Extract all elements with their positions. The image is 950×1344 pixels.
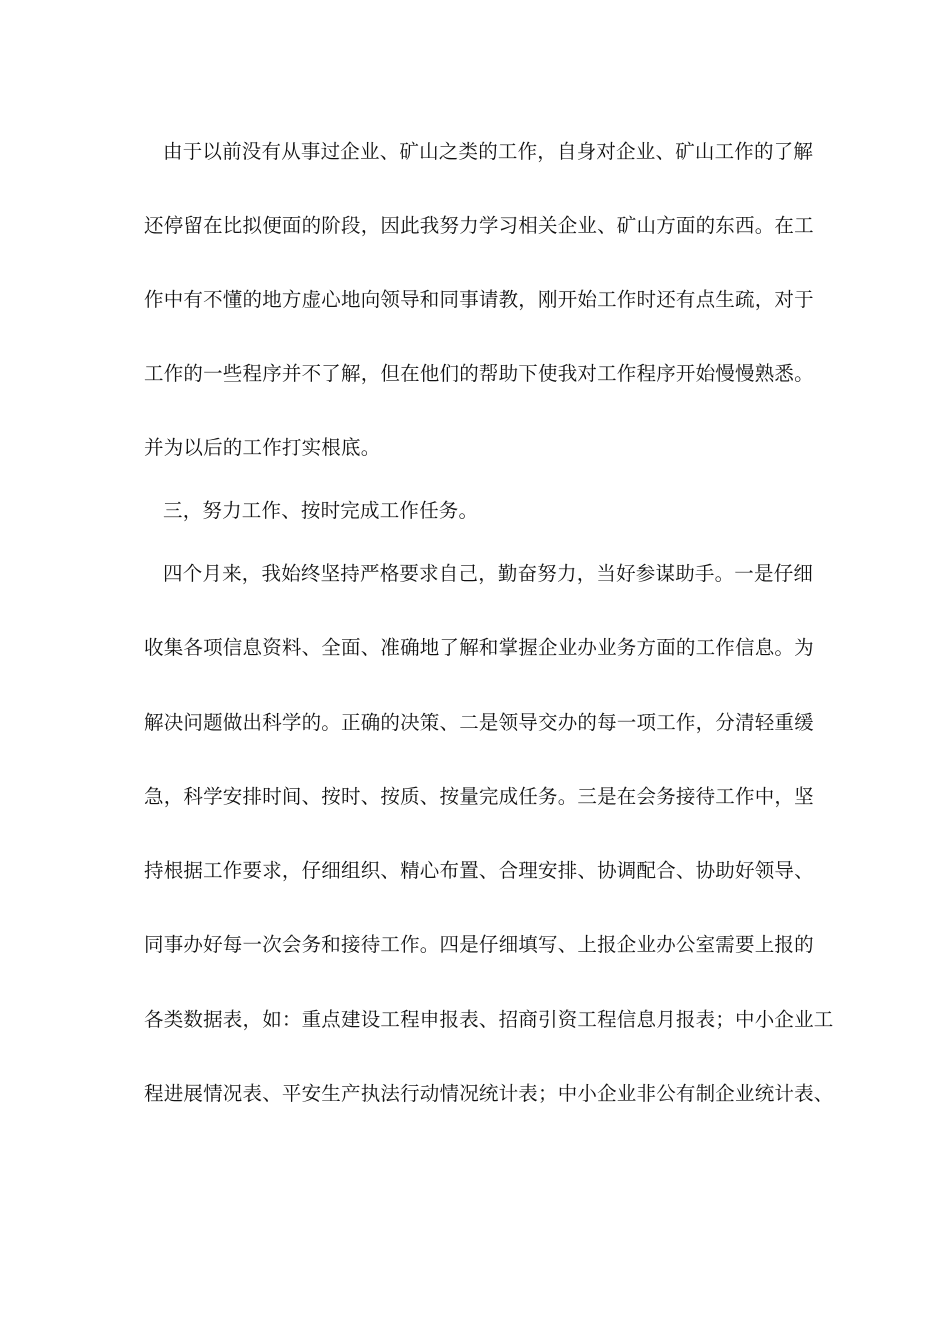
paragraph-line: 解决问题做出科学的。正确的决策、二是领导交办的每一项工作，分清轻重缓 [144, 711, 814, 734]
paragraph-line: 同事办好每一次会务和接待工作。四是仔细填写、上报企业办公室需要上报的 [144, 933, 814, 956]
paragraph-line: 收集各项信息资料、全面、准确地了解和掌握企业办业务方面的工作信息。为 [144, 636, 814, 659]
paragraph-line: 四个月来，我始终坚持严格要求自己，勤奋努力，当好参谋助手。一是仔细 [163, 562, 814, 585]
paragraph-line: 程进展情况表、平安生产执法行动情况统计表；中小企业非公有制企业统计表、 [144, 1082, 834, 1105]
paragraph-line: 各类数据表，如：重点建设工程申报表、招商引资工程信息月报表；中小企业工 [144, 1008, 834, 1031]
paragraph-line: 并为以后的工作打实根底。 [144, 436, 381, 459]
paragraph-line: 工作的一些程序并不了解，但在他们的帮助下使我对工作程序开始慢慢熟悉。 [144, 362, 814, 385]
paragraph-line: 作中有不懂的地方虚心地向领导和同事请教，刚开始工作时还有点生疏，对于 [144, 288, 814, 311]
paragraph-line: 持根据工作要求，仔细组织、精心布置、合理安排、协调配合、协助好领导、 [144, 859, 814, 882]
section-heading: 三，努力工作、按时完成工作任务。 [163, 499, 479, 522]
paragraph-line: 还停留在比拟便面的阶段，因此我努力学习相关企业、矿山方面的东西。在工 [144, 214, 814, 237]
paragraph-line: 急，科学安排时间、按时、按质、按量完成任务。三是在会务接待工作中，坚 [144, 785, 814, 808]
paragraph-line: 由于以前没有从事过企业、矿山之类的工作，自身对企业、矿山工作的了解 [163, 140, 814, 163]
